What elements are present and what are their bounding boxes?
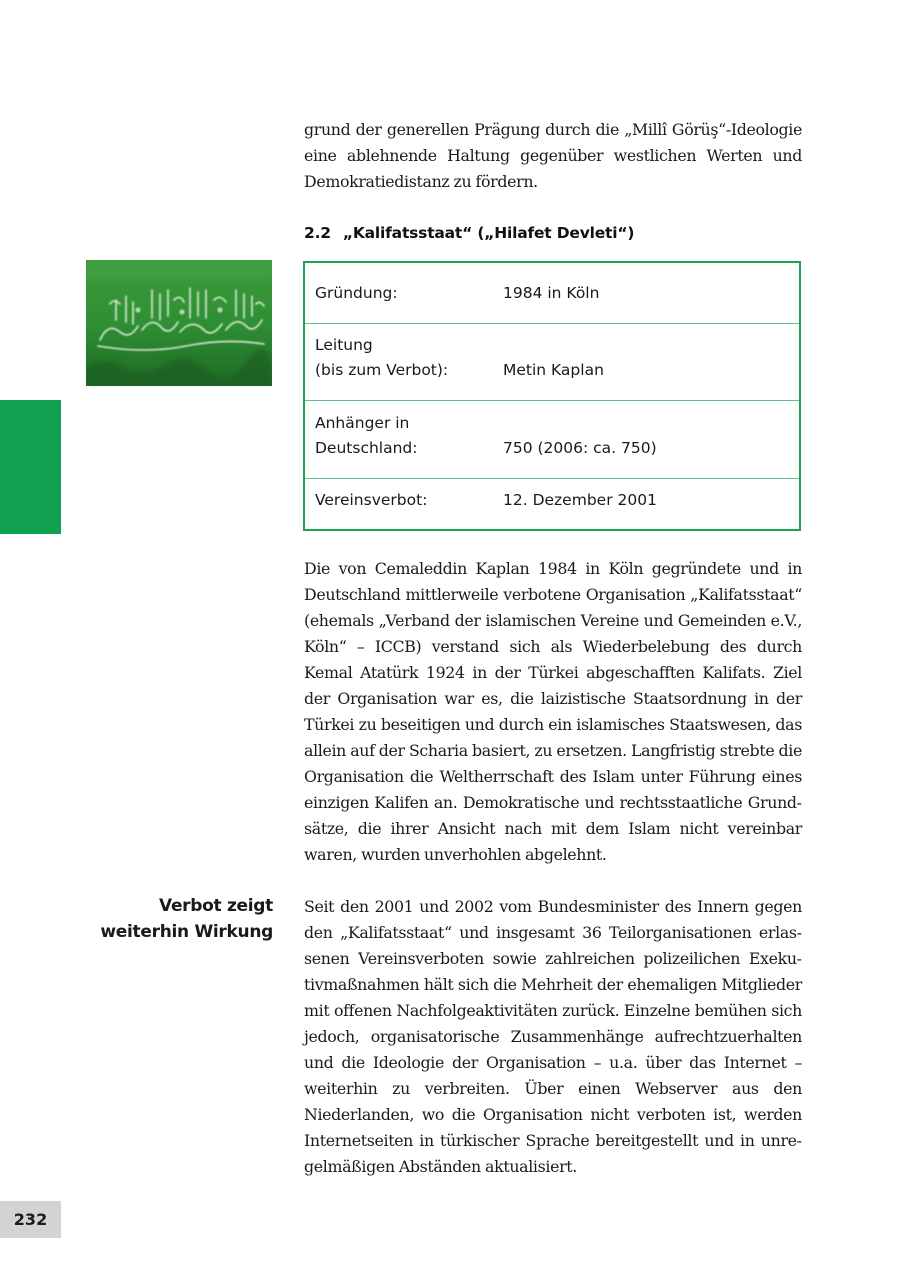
- chapter-side-tab: [0, 400, 61, 534]
- info-value: 1984 in Köln: [503, 284, 600, 302]
- info-label-line: Anhänger in: [315, 414, 410, 432]
- section-title: „Kalifatsstaat“ („Hilafet Devleti“): [342, 224, 635, 242]
- flag-image: [86, 260, 272, 386]
- info-label-line: Leitung: [315, 336, 373, 354]
- info-row-ban: [305, 478, 799, 529]
- info-row-leadership: [305, 323, 799, 400]
- info-value: 750 (2006: ca. 750): [503, 439, 657, 457]
- flag-calligraphy-icon: [86, 260, 272, 386]
- info-label: [315, 333, 503, 383]
- info-value: Metin Kaplan: [503, 361, 604, 379]
- info-label-line: (bis zum Verbot):: [315, 361, 449, 379]
- info-label: [315, 411, 503, 461]
- body-paragraph: Seit den 2001 und 2002 vom Bundesminister des Innern gegen den „Kalifatsstaat“ und insgesamt 36 Teilorganisationen erlassenen Vereinsverboten sowie zahlreichen polizeilichen Exekutivmaßnahmen hält sich die Mehrheit der ehemaligen Mitglieder mit offenen Nachfolgeaktivitäten zurück. Einzelne bemühen sich jedoch, organisatorische Zusammenhänge aufrechtzuerhalten und die Ideologie der Organisation – u.a. über das Internet – weiterhin zu verbreiten. Über einen Webserver aus den Niederlanden, wo die Organisation nicht verboten ist, werden Internetseiten in türkischer Sprache bereitgestellt und in unregelmäßigen Abständen aktualisiert.: [304, 897, 802, 1176]
- info-value: 12. Dezember 2001: [503, 491, 657, 509]
- page-number: 232: [0, 1201, 61, 1238]
- info-label: Gründung:: [315, 284, 398, 302]
- margin-heading: [80, 893, 273, 945]
- info-row-followers: [305, 400, 799, 478]
- info-label-line: Deutschland:: [315, 439, 418, 457]
- info-row-founding: [305, 263, 799, 323]
- section-heading: [304, 222, 802, 244]
- body-paragraph: Die von Cemaleddin Kaplan 1984 in Köln gegründete und in Deutschland mittlerweile verbotene Organisation „Kalifatsstaat“ (ehemals „Verband der islamischen Vereine und Gemeinden e.V., Köln“ – ICCB) verstand sich als Wiederbelebung des durch Kemal Atatürk 1924 in der Türkei abgeschafften Kalifats. Ziel der Organisation war es, die laizistische Staatsordnung in der Türkei zu beseitigen und durch ein islamisches Staatswesen, das allein auf der Scharia basiert, zu ersetzen. Langfristig strebte die Organisation die Weltherrschaft des Islam unter Führung eines einzigen Kalifen an. Demokratische und rechtsstaatliche Grundsätze, die ihrer Ansicht nach mit dem Islam nicht vereinbar waren, wurden unverhohlen abgelehnt.: [304, 559, 802, 864]
- intro-paragraph: grund der generellen Prägung durch die „Millî Görüş“-Ideologie eine ablehnende Haltung gegenüber westlichen Werten und Demokratiedistanz zu fördern.: [304, 120, 802, 191]
- margin-heading-line: Verbot zeigt: [159, 896, 273, 916]
- info-label: Vereinsverbot:: [315, 491, 428, 509]
- section-number: 2.2: [304, 224, 331, 242]
- margin-heading-line: weiterhin Wirkung: [100, 922, 273, 942]
- info-table: [303, 261, 801, 531]
